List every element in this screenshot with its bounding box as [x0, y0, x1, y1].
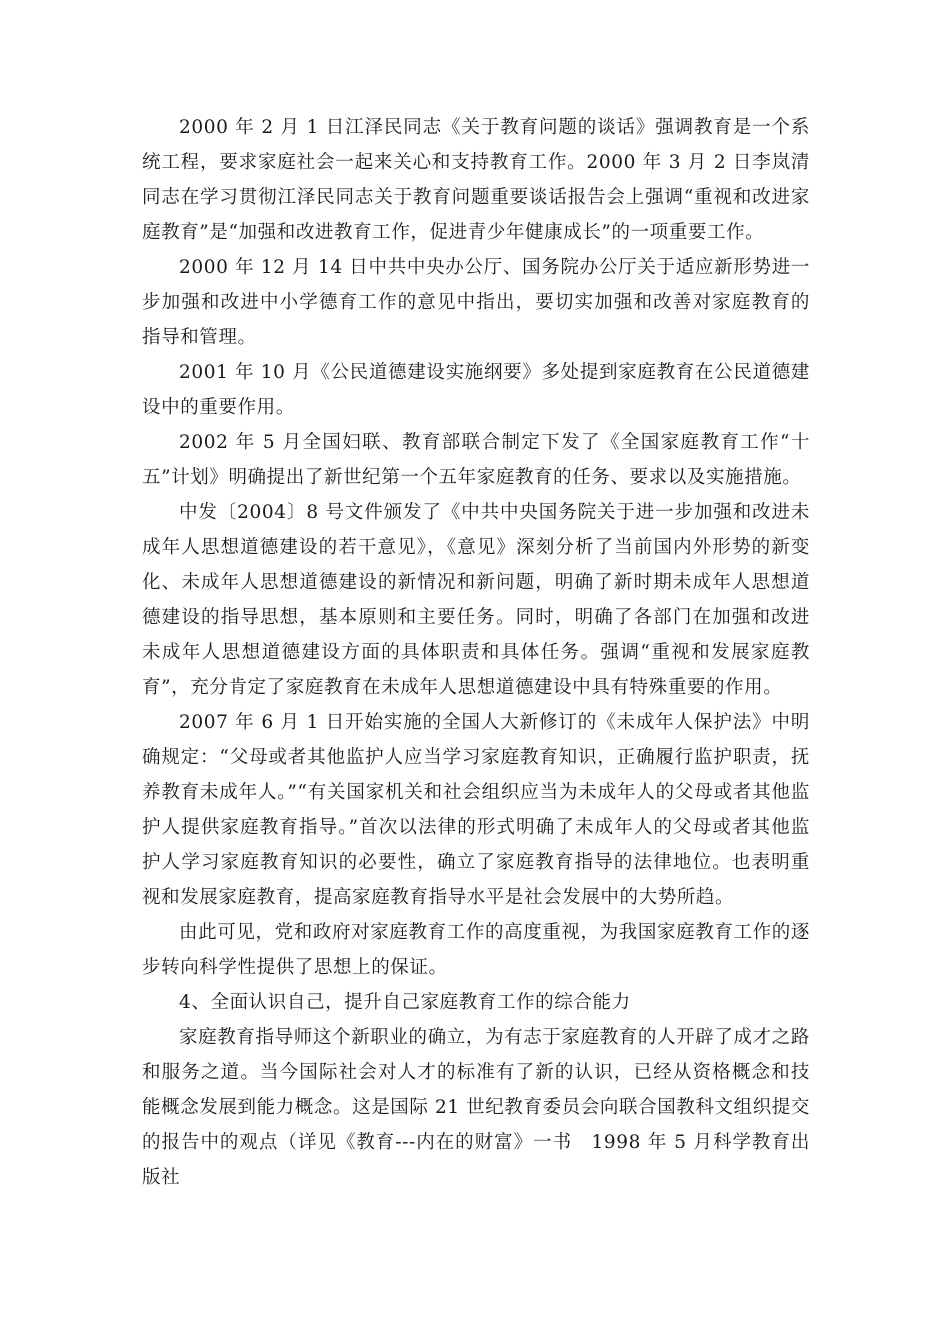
- paragraph-new-profession: 家庭教育指导师这个新职业的确立，为有志于家庭教育的人开辟了成才之路和服务之道。当今国际社会对人才的标准有了新的认识，已经从资格概念和技能概念发展到能力概念。这是国际 21 世纪教育委员会向联合国教科文组织提交的报告中的观点（详见《教育---内在的财富》一书 1998 年 5 月科学教育出版社: [142, 1027, 811, 1188]
- paragraph-conclusion: 由此可见，党和政府对家庭教育工作的高度重视，为我国家庭教育工作的逐步转向科学性提供了思想上的保证。: [142, 922, 810, 978]
- body-text: [142, 110, 810, 1195]
- paragraph-2002-may: 2002 年 5 月全国妇联、教育部联合制定下发了《全国家庭教育工作“十五”计划》明确提出了新世纪第一个五年家庭教育的任务、要求以及实施措施。: [142, 432, 810, 488]
- paragraph-2001-oct: 2001 年 10 月《公民道德建设实施纲要》多处提到家庭教育在公民道德建设中的重要作用。: [142, 362, 810, 418]
- paragraph-2000-dec: 2000 年 12 月 14 日中共中央办公厅、国务院办公厅关于适应新形势进一步加强和改进中小学德育工作的意见中指出，要切实加强和改善对家庭教育的指导和管理。: [142, 257, 810, 348]
- paragraph-2004-document: 中发〔2004〕8 号文件颁发了《中共中央国务院关于进一步加强和改进未成年人思想道德建设的若干意见》，《意见》深刻分析了当前国内外形势的新变化、未成年人思想道德建设的新情况和新问题，明确了新时期未成年人思想道德建设的指导思想，基本原则和主要任务。同时，明确了各部门在加强和改进未成年人思想道德建设方面的具体职责和具体任务。强调“重视和发展家庭教育”，充分肯定了家庭教育在未成年人思想道德建设中具有特殊重要的作用。: [142, 502, 810, 698]
- paragraph-2007-law: 2007 年 6 月 1 日开始实施的全国人大新修订的《未成年人保护法》中明确规定：“父母或者其他监护人应当学习家庭教育知识，正确履行监护职责，抚养教育未成年人。”“有关国家机关和社会组织应当为未成年人的父母或者其他监护人提供家庭教育指导。”首次以法律的形式明确了未成年人的父母或者其他监护人学习家庭教育知识的必要性，确立了家庭教育指导的法律地位。也表明重视和发展家庭教育，提高家庭教育指导水平是社会发展中的大势所趋。: [142, 712, 810, 908]
- paragraph-2000-feb: 2000 年 2 月 1 日江泽民同志《关于教育问题的谈话》强调教育是一个系统工程，要求家庭社会一起来关心和支持教育工作。2000 年 3 月 2 日李岚清同志在学习贯彻江泽民同志关于教育问题重要谈话报告会上强调“重视和改进家庭教育”是“加强和改进教育工作，促进青少年健康成长”的一项重要工作。: [142, 117, 810, 243]
- section-heading-4: 4、全面认识自己，提升自己家庭教育工作的综合能力: [179, 992, 631, 1013]
